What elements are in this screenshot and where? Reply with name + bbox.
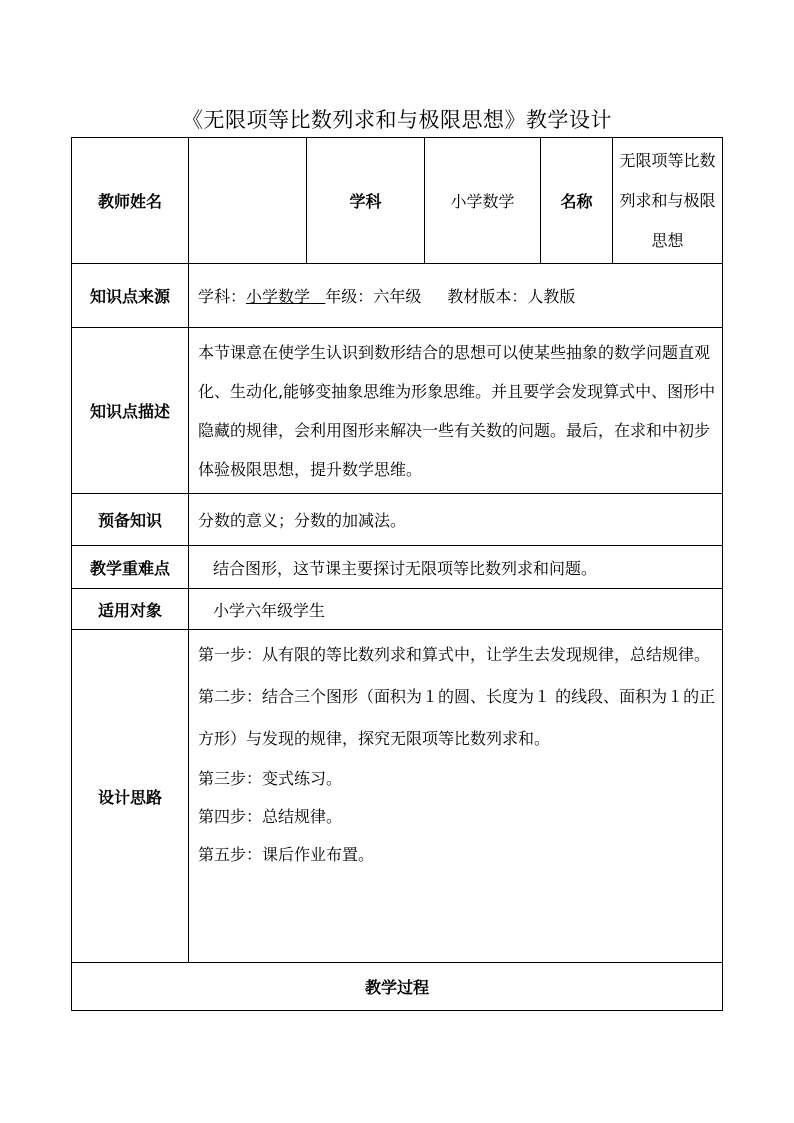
process-label: 教学过程	[72, 963, 723, 1011]
difficulty-label: 教学重难点	[72, 546, 189, 589]
source-subject: 小学数学	[246, 287, 311, 306]
source-edition: 人教版	[527, 287, 576, 306]
source-grade: 六年级	[373, 287, 422, 306]
design-step: 第二步：结合三个图形（面积为１的圆、长度为１ 的线段、面积为１的正方形）与发现的规律，探究无限项等比数列求和。	[198, 687, 716, 748]
design-step: 第五步：课后作业布置。	[198, 845, 375, 864]
teacher-name-value	[189, 138, 307, 264]
source-edition-prefix: 教材版本：	[447, 287, 528, 306]
difficulty-text: 结合图形，这节课主要探讨无限项等比数列求和问题。	[189, 546, 723, 589]
source-label: 知识点来源	[72, 264, 189, 328]
source-row	[72, 264, 723, 328]
prerequisite-text: 分数的意义；分数的加减法。	[189, 494, 723, 546]
design-steps	[189, 630, 723, 963]
name-label: 名称	[541, 138, 613, 264]
design-row	[72, 630, 723, 963]
process-row	[72, 963, 723, 1011]
prerequisite-row	[72, 494, 723, 546]
teacher-name-label: 教师姓名	[72, 138, 189, 264]
document-title: 《无限项等比数列求和与极限思想》教学设计	[182, 108, 612, 132]
difficulty-row	[72, 546, 723, 589]
design-step: 第一步：从有限的等比数列求和算式中，让学生去发现规律，总结规律。	[198, 645, 711, 664]
description-row	[72, 328, 723, 494]
source-grade-prefix: 年级：	[325, 287, 374, 306]
subject-value: 小学数学	[425, 138, 541, 264]
design-step: 第三步：变式练习。	[198, 769, 343, 788]
name-value: 无限项等比数列求和与极限思想	[613, 138, 723, 264]
prerequisite-label: 预备知识	[72, 494, 189, 546]
subject-label: 学科	[307, 138, 425, 264]
description-label: 知识点描述	[72, 328, 189, 494]
source-subject-prefix: 学科：	[198, 287, 247, 306]
audience-label: 适用对象	[72, 589, 189, 630]
description-text: 本节课意在使学生认识到数形结合的思想可以使某些抽象的数学问题直观化、生动化,能够变抽象思维为形象思维。并且要学会发现算式中、图形中隐藏的规律，会利用图形来解决一些有关数的问题。最后，在求和中初步体验极限思想，提升数学思维。	[189, 328, 723, 494]
design-label: 设计思路	[72, 630, 189, 963]
design-step: 第四步：总结规律。	[198, 807, 343, 826]
audience-row	[72, 589, 723, 630]
header-row	[72, 138, 723, 264]
source-value	[189, 264, 723, 328]
lesson-plan-table	[71, 137, 723, 1011]
audience-text: 小学六年级学生	[189, 589, 723, 630]
